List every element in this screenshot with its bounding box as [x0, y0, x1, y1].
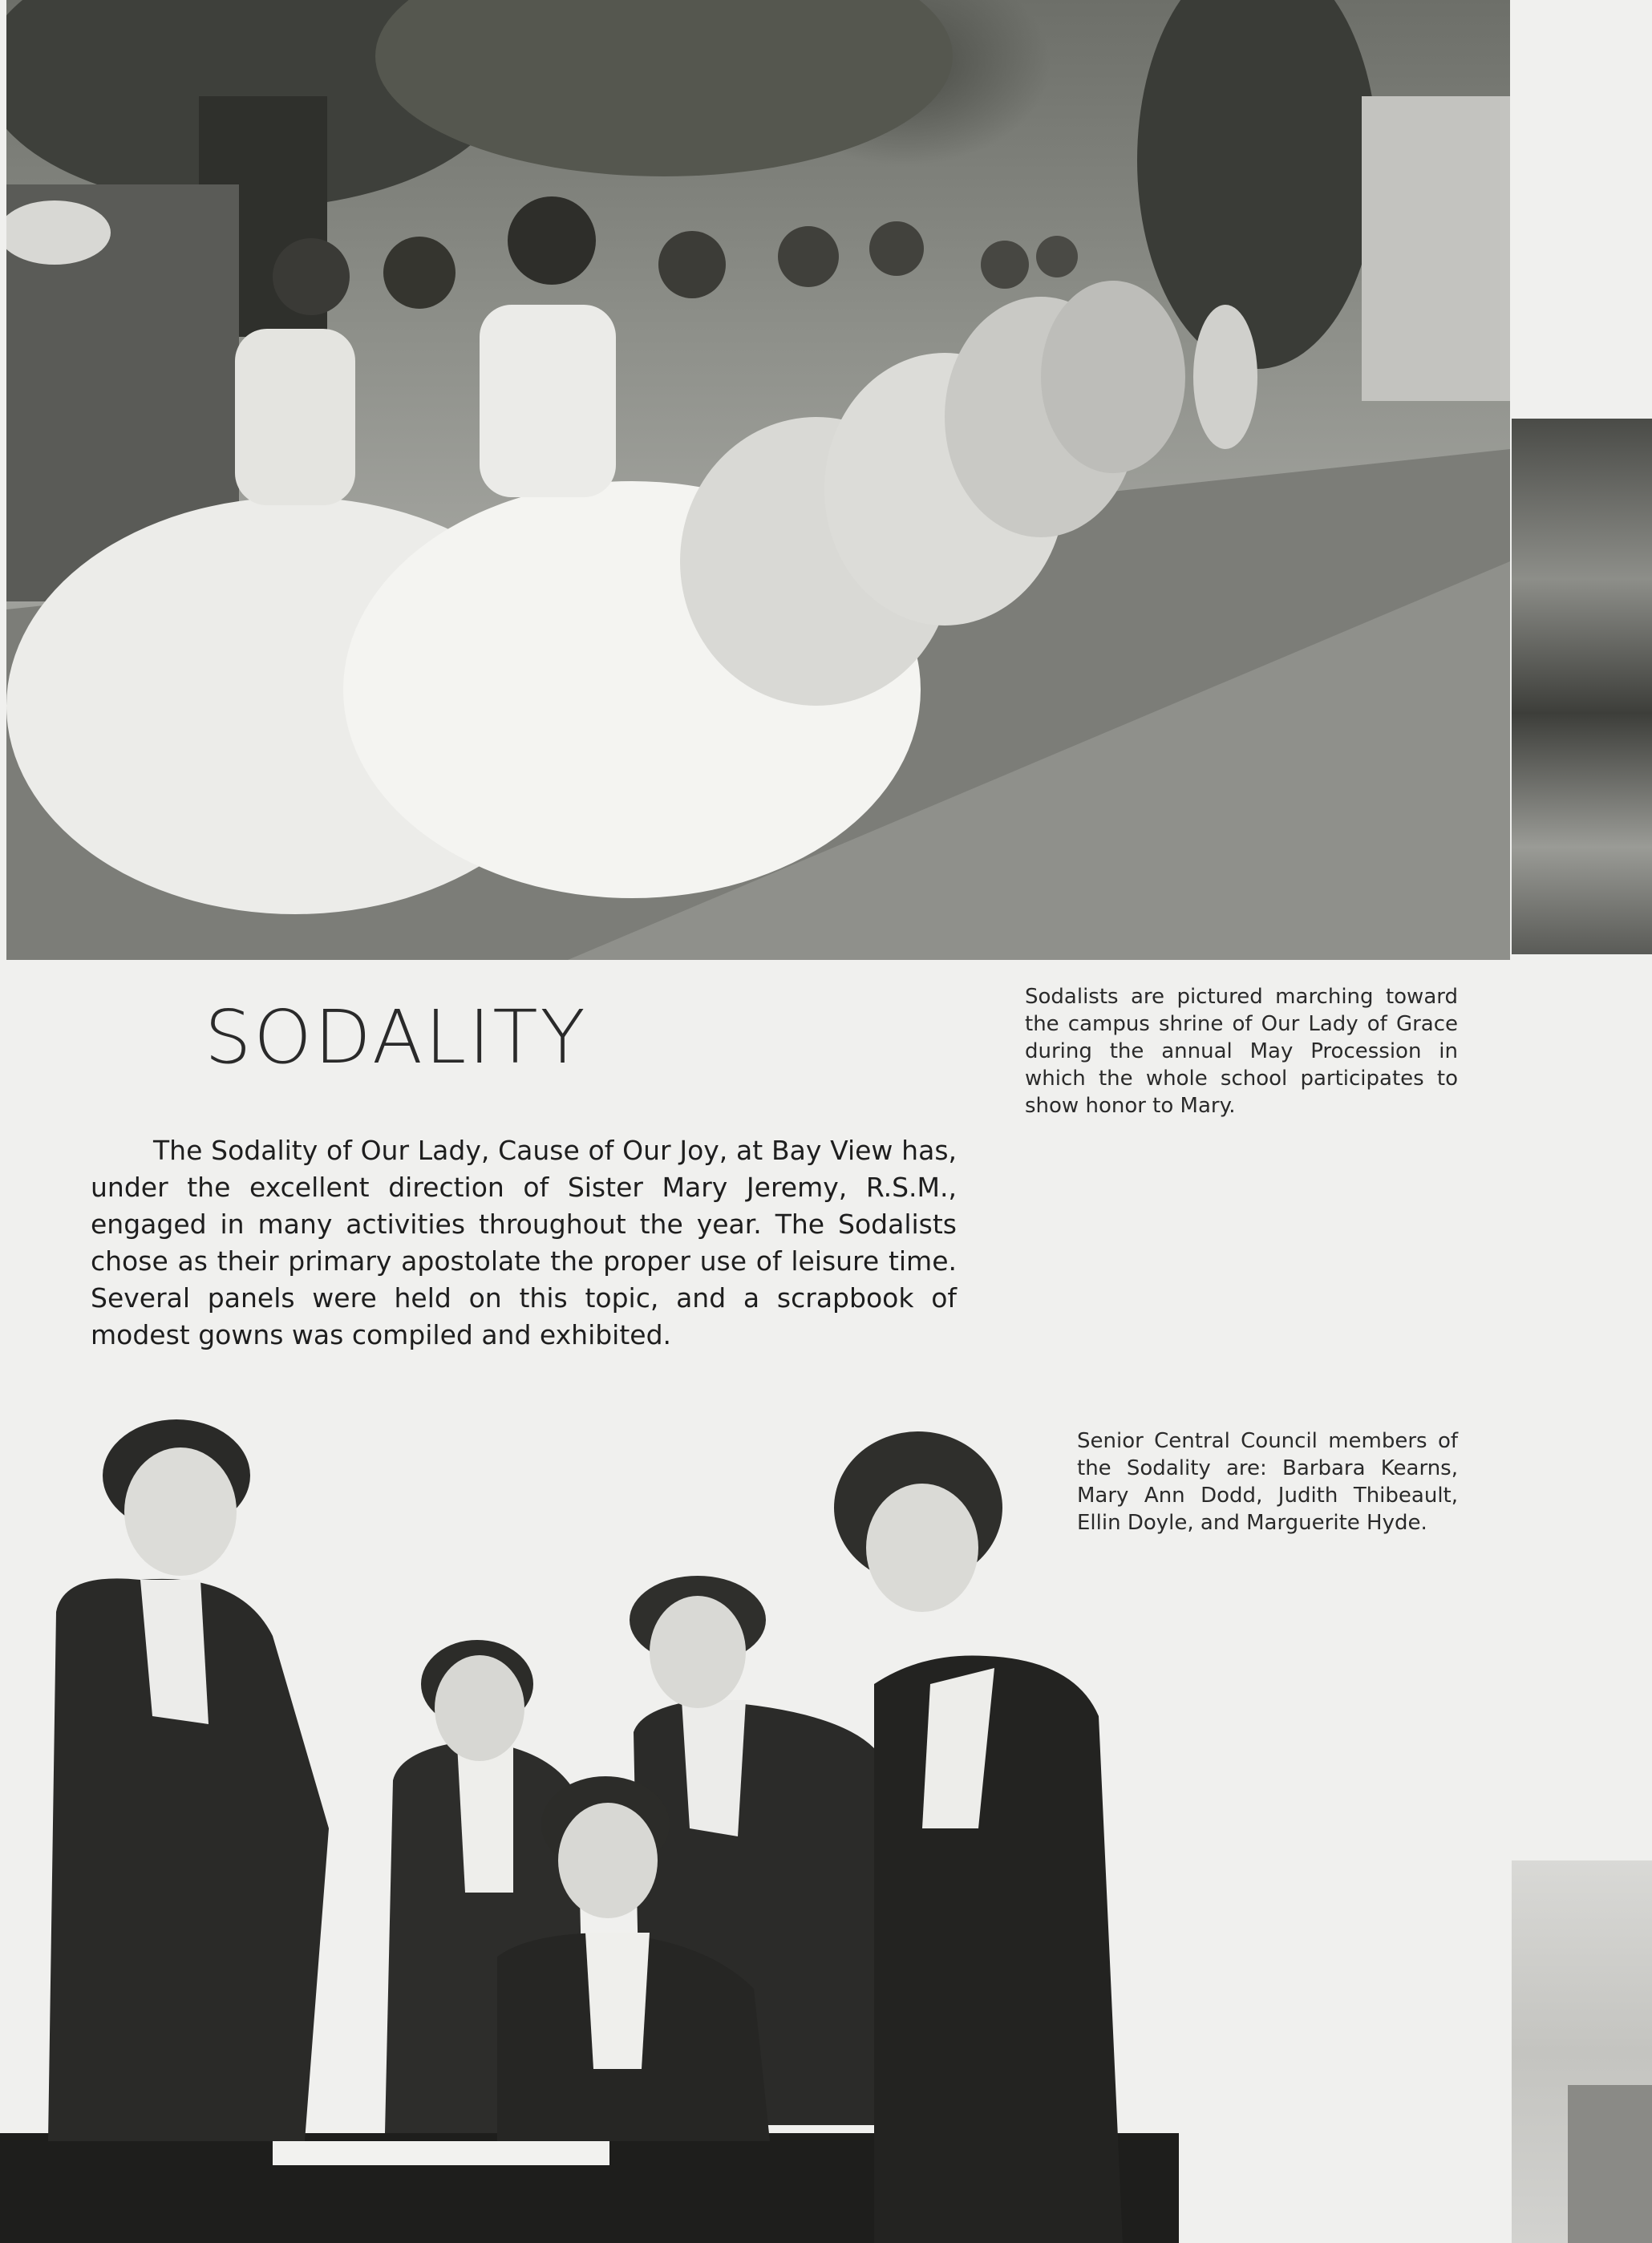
council-photo-drawing [0, 1379, 1179, 2243]
adjacent-page-photo-edge [1512, 419, 1652, 954]
page-title: SODALITY [204, 994, 588, 1080]
caption-council: Senior Central Council members of the Sodality are: Barbara Kearns, Mary Ann Dodd, Judith Thibeault, Ellin Doyle, and Marguerite Hyde. [1077, 1429, 1458, 1535]
photo-council [0, 1379, 1179, 2243]
procession-photo-drawing [6, 0, 1510, 960]
caption-procession: Sodalists are pictured marching toward the campus shrine of Our Lady of Grace during the annual May Procession in which the whole school participates to show honor to Mary. [1025, 985, 1458, 1118]
adjacent-page-photo-edge-dark [1568, 2085, 1652, 2243]
body-paragraph: The Sodality of Our Lady, Cause of Our Joy, at Bay View has, under the excellent direction of Sister Mary Jeremy, R.S.M., engaged in many activities throughout the year. The Sodalists chose as their primary apostolate the proper use of leisure time. Several panels were held on this topic, and a scrapbook of modest gowns was compiled and exhibited. [91, 1135, 957, 1350]
photo-procession [6, 0, 1510, 960]
